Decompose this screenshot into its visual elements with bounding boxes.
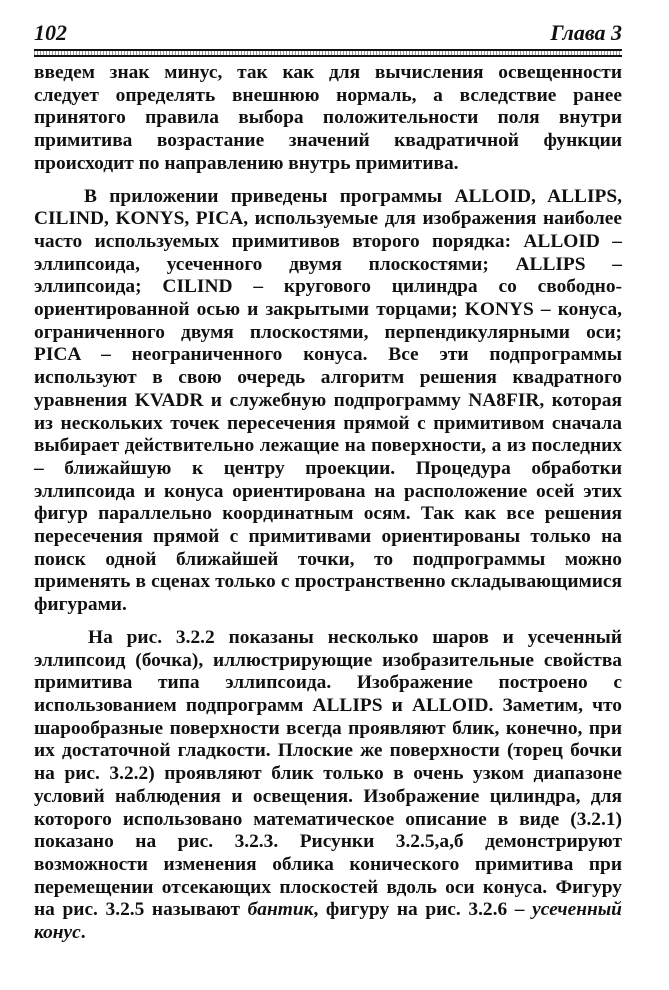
chapter-title: Глава 3 (550, 20, 622, 45)
italic-term-cone: усеченный конус (34, 899, 622, 944)
paragraph-3-end: . (80, 922, 86, 944)
paragraph-3 (34, 627, 622, 945)
page-body (34, 62, 622, 945)
header-rule (34, 49, 622, 57)
paragraph-1: введем знак минус, так как для вычисления освещенности следует определять внешнюю нормаль, а вследствие ранее принятого правила выбора положительности поля внутри примитива возрастание значений квадратичной функции происходит по направлению внутрь примитива. (34, 62, 622, 174)
page-number: 102 (34, 20, 67, 45)
italic-term-bantik: бантик (247, 899, 314, 921)
paragraph-3-text: На рис. 3.2.2 показаны несколько шаров и усеченный эллипсоид (бочка), иллюстрирующие изобразительные свойства примитива типа эллипсоида. Изображение построено с использованием подпрограмм ALLIPS и ALLOID. Заметим, что шарообразные поверхности всегда проявляют блик, конечно, при их достаточной гладкости. Плоские же поверхности (торец бочки на рис. 3.2.2) проявляют блик только в очень узком диапазоне условий наблюдения и освещения. Изображение цилиндра, для которого использовано математическое описание в виде (3.2.1) показано на рис. 3.2.3. Рисунки 3.2.5,а,б демонстрируют возможности изменения облика конического примитива при перемещении отсекающих плоскостей вдоль оси конуса. Фигуру на рис. 3.2.5 называют (34, 626, 622, 921)
paragraph-2: В приложении приведены программы ALLOID, ALLIPS, CILIND, KONYS, PICA, используемые для изображения наиболее часто используемых примитивов второго порядка: ALLOID – эллипсоида, усеченного двумя плоскостями; ALLIPS – эллипсоида; CILIND – кругового цилиндра со свободно-ориентированной осью и закрытыми торцами; KONYS – конуса, ограниченного двумя плоскостями, перпендикулярными оси; PICA – неограниченного конуса. Все эти подпрограммы используют в свою очередь алгоритм решения квадратного уравнения KVADR и служебную подпрограмму NA8FIR, которая из нескольких точек пересечения прямой с примитивом сначала выбирает действительно лежащие на поверхности, а из последних – ближайшую к центру проекции. Процедура обработки эллипсоида и конуса ориентирована на расположение осей этих фигур параллельно координатным осям. Так как все решения пересечения прямой с примитивами ориентированы только на поиск одной ближайшей точки, то подпрограммы можно применять в сценах только с пространственно складывающимися фигурами. (34, 185, 622, 616)
paragraph-3-mid: , фигуру на рис. 3.2.6 – (313, 899, 533, 921)
page-header (34, 20, 622, 50)
